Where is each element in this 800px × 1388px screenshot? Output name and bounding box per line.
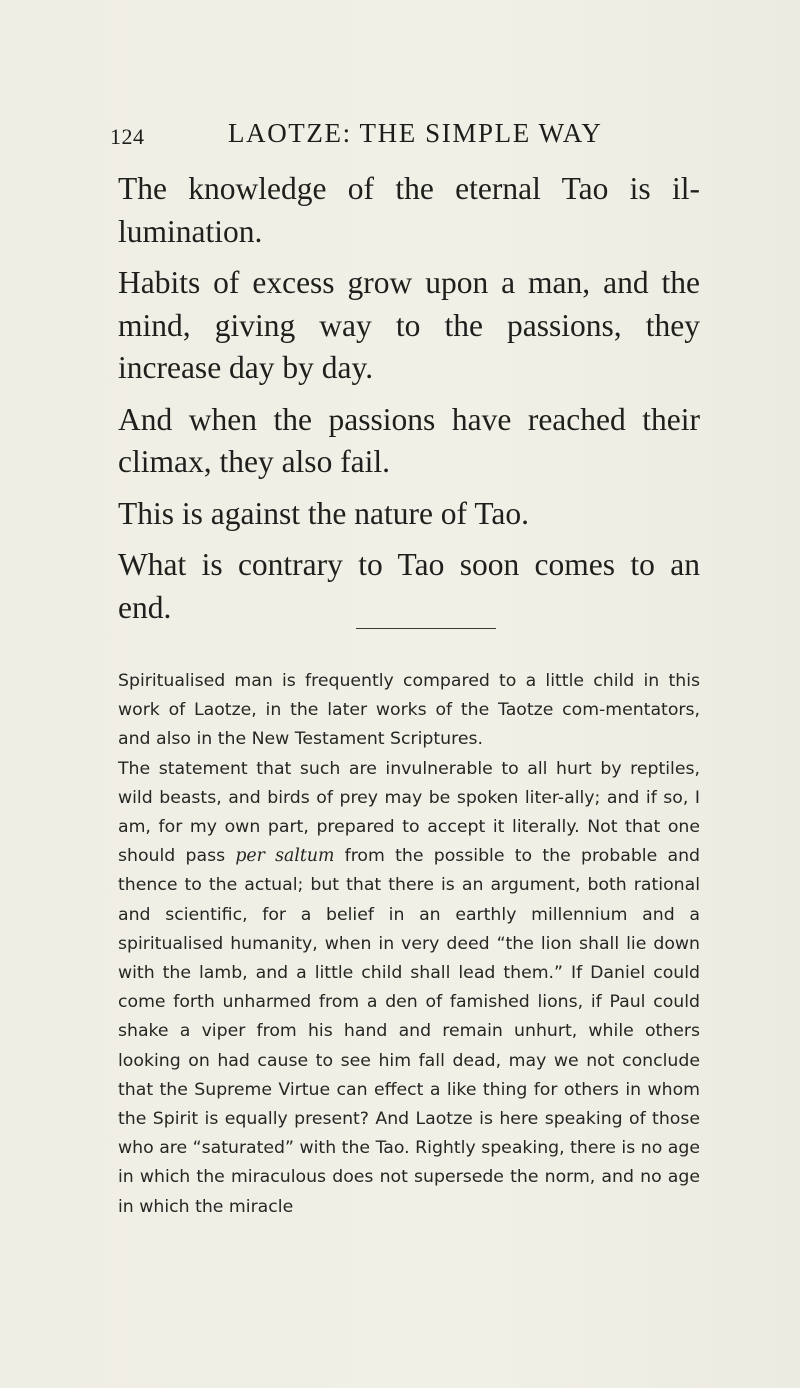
page-number: 124 — [110, 124, 145, 149]
commentary-paragraph: Spiritualised man is frequently compared to a little child in this work of Laotze, in the later works of the Taotze com-mentators, and also in the New Testament Scriptures. — [118, 671, 700, 750]
verse-paragraph: And when the passions have reached their climax, they also fail. — [118, 401, 700, 479]
verse-paragraph: This is against the nature of Tao. — [118, 495, 529, 531]
verse-paragraph: What is contrary to Tao soon comes to an end. — [118, 547, 700, 625]
commentary-text: from the possible to the probable and thence to the actual; but that there is an argument, both rational and scientific, for a belief in an earthly millennium and a spiritualised humanity, when in very deed “the lion shall lie down with the lamb, and a little child shall lead them.” If Daniel could come forth unharmed from a den of famished lions, if Paul could shake a viper from his hand and remain unhurt, while others looking on had cause to see him fall dead, may we not conclude that the Supreme Virtue can effect a like thing for others in whom the Spirit is equally present? And Laotze is here speaking of those who are “saturated” with the Tao. Rightly speaking, there is no age in which the miraculous does not supersede the norm, and no age in which the miracle — [118, 846, 701, 1217]
section-divider — [356, 628, 496, 629]
verse-paragraph: Habits of excess grow upon a man, and the mind, giving way to the passions, they increase day by day. — [118, 265, 700, 385]
latin-phrase: per saltum — [235, 846, 335, 867]
verse-section — [118, 168, 700, 638]
running-title: LAOTZE: THE SIMPLE WAY — [228, 118, 603, 148]
verse-paragraph: The knowledge of the eternal Tao is il-lumination. — [118, 171, 700, 249]
page-header — [110, 118, 730, 154]
commentary-paragraph — [118, 755, 700, 1222]
commentary-text: The statement that such are invulnerable to all hurt by reptiles, wild beasts, and birds of prey may be spoken liter-ally; and if so, I am, for my own part, prepared to accept it literally. Not that one should pass — [118, 758, 700, 867]
commentary-section — [118, 667, 700, 1222]
